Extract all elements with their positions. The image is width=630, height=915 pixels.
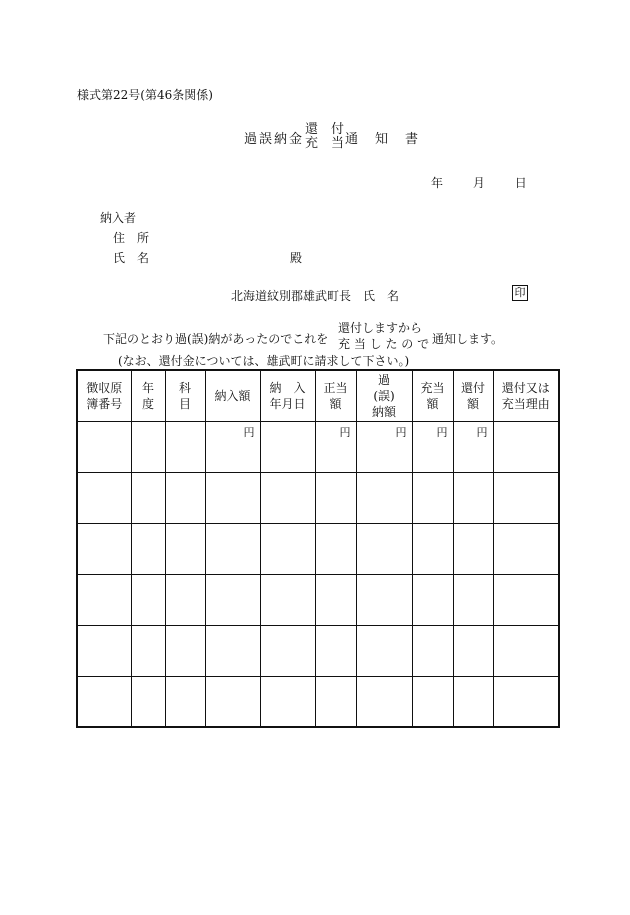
name-label: 氏 名: [113, 251, 150, 265]
table-cell[interactable]: [77, 523, 131, 574]
table-cell[interactable]: [412, 523, 453, 574]
payer-label: 納入者: [100, 211, 137, 225]
table-row: [77, 472, 559, 523]
header-7: [413, 380, 453, 412]
date-line: [431, 174, 553, 191]
header-2: [166, 380, 205, 412]
header-line: 正当: [323, 381, 348, 395]
title-part1: 過誤納金: [244, 131, 305, 147]
table-cell[interactable]: [205, 574, 260, 625]
header-cell: [315, 370, 356, 422]
header-cell: [453, 370, 493, 422]
table-cell[interactable]: [493, 472, 559, 523]
table-cell[interactable]: [356, 574, 412, 625]
table-cell[interactable]: [356, 472, 412, 523]
table-cell[interactable]: [260, 574, 315, 625]
table-cell[interactable]: [77, 422, 131, 473]
header-line: 額: [466, 397, 479, 411]
table-cell[interactable]: [205, 523, 260, 574]
date-day: 日: [514, 176, 527, 190]
honorific: 殿: [290, 251, 303, 265]
table-cell[interactable]: [356, 523, 412, 574]
table-cell[interactable]: [356, 625, 412, 676]
table-cell[interactable]: [165, 523, 205, 574]
header-3: [206, 388, 260, 404]
table-cell[interactable]: [131, 422, 165, 473]
table-cell[interactable]: [412, 472, 453, 523]
table-cell[interactable]: [165, 625, 205, 676]
table-row: [77, 676, 559, 727]
table-cell[interactable]: 円: [315, 422, 356, 473]
table-cell[interactable]: [356, 676, 412, 727]
table-row: [77, 574, 559, 625]
table-cell[interactable]: [315, 523, 356, 574]
document-title: [244, 120, 420, 154]
header-8: [454, 380, 493, 412]
date-month: 月: [472, 176, 485, 190]
table-cell[interactable]: [205, 676, 260, 727]
table-cell[interactable]: [453, 676, 493, 727]
title-stack: [305, 123, 344, 151]
table-cell[interactable]: [453, 523, 493, 574]
header-line: 納額: [371, 405, 396, 419]
address-label: 住 所: [113, 231, 150, 245]
table-cell[interactable]: [493, 574, 559, 625]
header-line: 充当理由: [501, 397, 550, 411]
header-0: [78, 380, 131, 412]
table-cell[interactable]: [165, 676, 205, 727]
header-4: [261, 380, 315, 412]
table-cell[interactable]: [315, 676, 356, 727]
body-option-bottom: 充 当 し た の で: [338, 337, 430, 351]
header-line: 目: [178, 397, 191, 411]
body-option-stack: [338, 320, 429, 352]
table-cell[interactable]: 円: [356, 422, 412, 473]
header-5: [316, 380, 356, 412]
seal-mark: 印: [512, 285, 528, 301]
table-cell[interactable]: [453, 574, 493, 625]
table-cell[interactable]: [493, 676, 559, 727]
body-option-top: 還付しますから: [338, 321, 423, 335]
table-cell[interactable]: [77, 676, 131, 727]
header-line: 額: [426, 397, 439, 411]
table-cell[interactable]: [315, 625, 356, 676]
header-cell: [165, 370, 205, 422]
header-cell: [131, 370, 165, 422]
header-line: 充当: [420, 381, 445, 395]
title-part2: 通 知 書: [345, 131, 421, 147]
header-line: 納入額: [214, 389, 251, 403]
header-cell: [412, 370, 453, 422]
table-body: [77, 422, 559, 728]
table-cell[interactable]: [131, 676, 165, 727]
table-cell[interactable]: [131, 472, 165, 523]
title-stack-bottom: 充 当: [305, 136, 345, 151]
header-line: 簿番号: [86, 397, 123, 411]
table-cell[interactable]: 円: [412, 422, 453, 473]
table-cell[interactable]: [77, 472, 131, 523]
table-cell[interactable]: [315, 472, 356, 523]
table-cell[interactable]: [131, 625, 165, 676]
issuer-line: 北海道紋別郡雄武町長 氏 名: [231, 289, 400, 303]
header-line: 還付: [460, 381, 485, 395]
header-line: 過: [377, 373, 390, 387]
table-cell[interactable]: 円: [205, 422, 260, 473]
table-cell[interactable]: [315, 574, 356, 625]
table-cell[interactable]: [453, 472, 493, 523]
table-cell[interactable]: [260, 625, 315, 676]
table-cell[interactable]: [412, 676, 453, 727]
table-cell[interactable]: [260, 422, 315, 473]
table-cell[interactable]: [493, 422, 559, 473]
table-cell[interactable]: [131, 574, 165, 625]
table-cell[interactable]: [412, 625, 453, 676]
header-line: 額: [329, 397, 342, 411]
detail-table: [76, 369, 560, 728]
header-line: (誤): [373, 389, 395, 403]
header-line: 科: [178, 381, 191, 395]
table-row: [77, 523, 559, 574]
table-cell[interactable]: [205, 625, 260, 676]
table-cell[interactable]: [260, 523, 315, 574]
header-cell: [356, 370, 412, 422]
table-cell[interactable]: [493, 523, 559, 574]
table-cell[interactable]: [165, 574, 205, 625]
header-9: [494, 380, 559, 412]
header-line: 年月日: [269, 397, 306, 411]
header-line: 納 入: [269, 381, 306, 395]
table-cell[interactable]: [493, 625, 559, 676]
table-cell[interactable]: [260, 472, 315, 523]
table-cell[interactable]: [131, 523, 165, 574]
table-row: [77, 625, 559, 676]
table-cell[interactable]: [453, 625, 493, 676]
header-cell: [77, 370, 131, 422]
header-line: 年: [141, 381, 154, 395]
header-cell: [260, 370, 315, 422]
table-cell[interactable]: 円: [453, 422, 493, 473]
header-line: 還付又は: [501, 381, 550, 395]
table-cell[interactable]: [165, 472, 205, 523]
header-cell: [205, 370, 260, 422]
table-cell[interactable]: [77, 574, 131, 625]
form-number: 様式第22号(第46条関係): [77, 88, 213, 102]
header-line: 度: [141, 397, 154, 411]
title-stack-top: 還 付: [305, 122, 345, 137]
header-line: 徴収原: [86, 381, 123, 395]
header-cell: [493, 370, 559, 422]
body-text-pre: 下記のとおり過(誤)納があったのでこれを: [103, 332, 329, 346]
table-cell[interactable]: [205, 472, 260, 523]
body-text-post: 通知します。: [432, 332, 504, 346]
table-cell[interactable]: [77, 625, 131, 676]
table-row: [77, 422, 559, 473]
date-year: 年: [431, 176, 444, 190]
table-cell[interactable]: [165, 422, 205, 473]
header-6: [357, 372, 412, 420]
header-1: [132, 380, 165, 412]
table-header-row: [77, 370, 559, 422]
table-cell[interactable]: [412, 574, 453, 625]
note-text: (なお、還付金については、雄武町に請求して下さい。): [118, 354, 410, 368]
table-cell[interactable]: [260, 676, 315, 727]
